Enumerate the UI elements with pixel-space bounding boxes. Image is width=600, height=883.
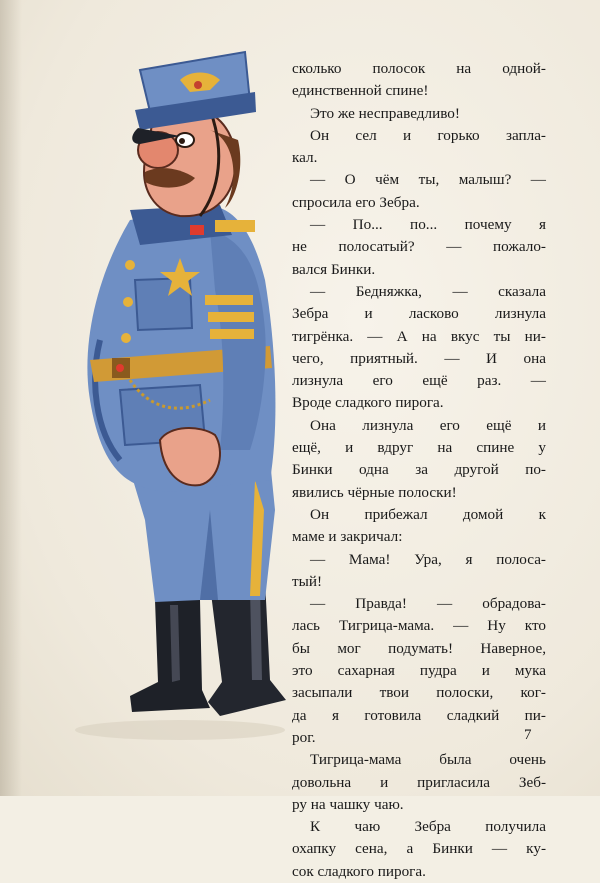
text-line: охапку сена, а Бинки — ку- <box>292 840 546 858</box>
text-line: — Правда! — обрадова- <box>310 595 546 613</box>
text-line: — Мама! Ура, я полоса- <box>310 550 546 568</box>
text-line: Это же несправедливо! <box>310 104 460 122</box>
text-line: кал. <box>292 149 318 167</box>
page-edge-shadow <box>0 0 22 796</box>
text-line: Зебра и ласково лизнула <box>292 305 546 323</box>
text-line: спросила его Зебра. <box>292 193 420 211</box>
text-line: Она лизнула его ещё и <box>310 416 546 434</box>
text-line: явились чёрные полоски! <box>292 483 457 501</box>
text-line: тый! <box>292 572 323 590</box>
text-line: не полосатый? — пожало- <box>292 238 546 256</box>
text-line: единственной спине! <box>292 82 429 100</box>
text-line: — О чём ты, малыш? — <box>310 171 546 189</box>
officer-illustration <box>60 40 290 760</box>
text-line: это сахарная пудра и мука <box>292 662 546 680</box>
story-text <box>292 58 546 883</box>
text-line: Он сел и горько запла- <box>310 126 546 144</box>
text-line: засыпали твои полоски, ког- <box>292 684 546 702</box>
text-line: Бинки одна за другой по- <box>292 461 546 479</box>
page-number: 7 <box>524 727 532 743</box>
text-line: маме и закричал: <box>292 528 403 546</box>
text-line: лась Тигрица-мама. — Ну кто <box>292 617 546 635</box>
text-line: довольна и пригласила Зеб- <box>292 773 546 791</box>
text-line: лизнула его ещё раз. — <box>292 372 546 390</box>
text-line: тигрёнка. — А на вкус ты ни- <box>292 327 546 345</box>
text-line: Он прибежал домой к <box>310 505 546 523</box>
text-line: сок сладкого пирога. <box>292 862 426 880</box>
text-line: сколько полосок на одной- <box>292 60 546 77</box>
text-line: вался Бинки. <box>292 260 376 278</box>
text-line: — По... по... почему я <box>310 216 546 234</box>
text-line: да я готовила сладкий пи- <box>292 706 546 724</box>
text-line: К чаю Зебра получила <box>310 818 546 836</box>
text-line: ру на чашку чаю. <box>292 795 404 813</box>
text-line: — Бедняжка, — сказала <box>310 282 546 300</box>
text-line: Вроде сладкого пирога. <box>292 394 444 412</box>
text-line: бы мог подумать! Наверное, <box>292 639 546 657</box>
text-line: ещё, и вдруг на спине у <box>292 439 546 457</box>
text-line: Тигрица-мама была очень <box>310 751 546 769</box>
text-line: чего, приятный. — И она <box>292 349 546 367</box>
text-line: рог. <box>292 728 316 746</box>
